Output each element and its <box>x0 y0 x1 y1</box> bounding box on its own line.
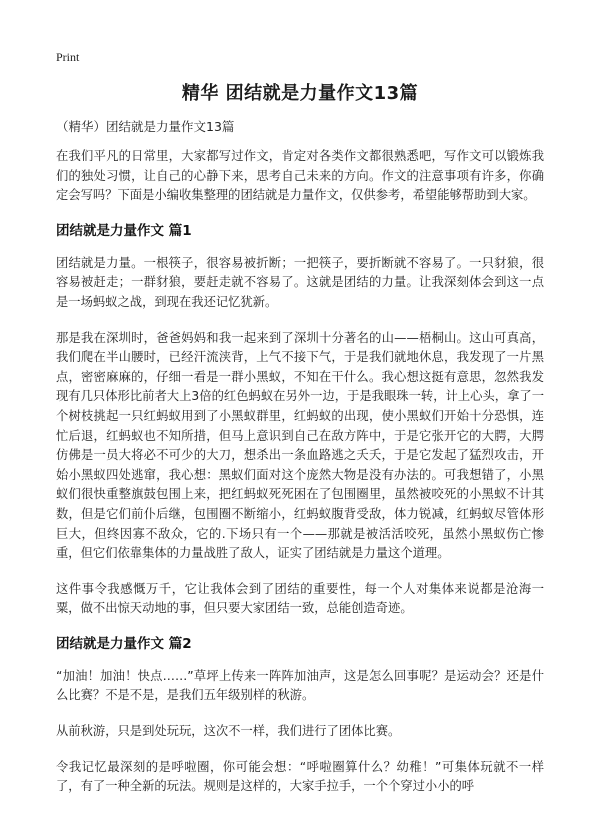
section2-paragraph: “加油！加油！快点……”草坪上传来一阵阵加油声，这是怎么回事呢？是运动会？还是什么比赛？不是不是，是我们五年级别样的秋游。 <box>56 668 544 703</box>
article-body <box>56 118 544 797</box>
section1-paragraph: 团结就是力量。一根筷子，很容易被折断；一把筷子，要折断就不容易了。一只豺狼，很容易被赶走；一群豺狼，要赶走就不容易了。这就是团结的力量。让我深刻体会到这一点是一场蚂蚁之战，到现在我还记忆犹新。 <box>56 255 544 309</box>
section-heading-2: 团结就是力量作文 篇2 <box>56 635 192 652</box>
section1-paragraph: 这件事令我感慨万千，它让我体会到了团结的重要性，每一个人对集体来说都是沧海一粟，做不出惊天动地的事，但只要大家团结一致，总能创造奇迹。 <box>56 581 544 616</box>
page-title: 精华 团结就是力量作文13篇 <box>181 83 419 104</box>
print-link[interactable]: Print <box>56 50 80 64</box>
intro-paragraph: 在我们平凡的日常里，大家都写过作文，肯定对各类作文都很熟悉吧，写作文可以锻炼我们的独处习惯，让自己的心静下来，思考自己未来的方向。作文的注意事项有许多，你确定会写吗？下面是小编收集整理的团结就是力量作文，仅供参考，希望能够帮助到大家。 <box>56 149 544 203</box>
section2-paragraph: 令我记忆最深刻的是呼啦圈，你可能会想：“呼啦圈算什么？幼稚！”可集体玩就不一样了，有了一种全新的玩法。规则是这样的，大家手拉手，一个个穿过小小的呼 <box>56 759 544 794</box>
section2-paragraph: 从前秋游，只是到处玩玩，这次不一样，我们进行了团体比赛。 <box>56 724 401 739</box>
section-heading-1: 团结就是力量作文 篇1 <box>56 222 192 239</box>
section1-paragraph: 那是我在深圳时，爸爸妈妈和我一起来到了深圳十分著名的山——梧桐山。这山可真高，我们爬在半山腰时，已经汗流浃背，上气不接下气，于是我们就地休息，我发现了一片黑点，密密麻麻的，仔细一看是一群小黑蚁，不知在干什么。我心想这挺有意思，忽然我发现有几只体形比前者大上3倍的红色蚂蚁在另外一边，于是我眼珠一转，计上心头，拿了一个树枝挑起一只红蚂蚁用到了小黑蚁群里，红蚂蚁的出现，使小黑蚁们开始十分恐惧，连忙后退，红蚂蚁也不知所措，但马上意识到自己在敌方阵中，于是它张开它的大腭，大腭仿佛是一员大将必不可少的大刀，想杀出一条血路逃之夭夭，于是它发起了猛烈攻击，开始小黑蚁四处逃窜，我心想：黑蚁们面对这个庞然大物是没有办法的。可我想错了，小黑蚁们很快重整旗鼓包围上来，把红蚂蚁死死困在了包围圈里，虽然被咬死的小黑蚁不计其数，但是它们前仆后继，包围圈不断缩小，红蚂蚁腹背受敌，体力锐减，红蚂蚁尽管体形巨大，但终因寡不敌众，它的.下场只有一个——那就是被活活咬死，虽然小黑蚁伤亡惨重，但它们依靠集体的力量战胜了敌人，证实了团结就是力量这个道理。 <box>56 330 544 561</box>
document-subtitle: （精华）团结就是力量作文13篇 <box>56 119 235 134</box>
